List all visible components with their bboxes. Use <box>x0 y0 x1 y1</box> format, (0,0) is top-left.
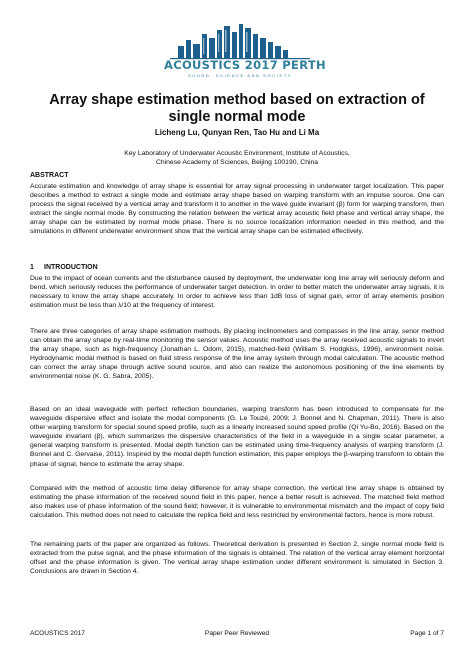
paper-affiliation <box>30 149 444 167</box>
footer-page-number: Page 1 of 7 <box>410 630 444 637</box>
abstract-heading: ABSTRACT <box>30 172 69 179</box>
intro-paragraph-2: There are three categories of array shape estimation methods. By placing inclinometers and compasses in the line array, senor method can obtain the array shape by real-time monitoring the sensor values. Acoustic method uses the array received acoustic signals to invert the array shape, such as high-frequency (Jonathan L. Odom, 2015), matched-field (William S. Hodgkiss, 1996), environment noise. Hydrodynamic modal method is based on fluid stress response of the line array system through modal calculation. The acoustic method can correct the array shape through active sound source, and also can realize the autonomous positioning of the line elements by environmental noise (K. G. Sabra, 2005). <box>30 328 444 381</box>
paper-title: Array shape estimation method based on extraction of single normal mode <box>49 92 425 125</box>
intro-paragraph-4: Compared with the method of acoustic time delay difference for array shape correction, the vertical line array shape is obtained by estimating the phase information of the received sound field in this paper, hence a better result is achieved. The matched field method also makes use of phase information of the sound field; however, it is vulnerable to environmental mismatch and the impact of copy field calculation. This method does not need to calculate the replica field and less restricted by environmental factors, hence is more robust. <box>30 485 444 520</box>
paper-authors: Licheng Lu, Qunyan Ren, Tao Hu and Li Ma <box>154 128 320 137</box>
footer-conference: ACOUSTICS 2017 <box>30 630 85 637</box>
abstract-text: Accurate estimation and knowledge of array shape is essential for array signal processing in underwater target localization. This paper describes a method to extract a single mode and estimate array shape based on warping transform with an impulse source. One can process the signal received by a vertical array and transform it to another in the wave guide invariant (β) form for warping transform, then extract the single normal mode. By constructing the relation between the vertical array acoustic field phase and vertical array shape, the array shape can be estimated by normal mode phase. There is no source localization information needed in this method, and the simulations in different underwater environment show that the vertical array shape can be estimated effectively. <box>30 183 444 236</box>
page-footer <box>30 630 444 640</box>
intro-paragraph-3: Based on an ideal waveguide with perfect reflection boundaries, warping transform has been introduced to compensate for the waveguide dispersive effect and isolate the modal components (G. Le Touzé, 2009; J. Bonnel and N. Chapman, 2011). There is also other warping transform for special sound speed profile, such as a linearly increased sound speed profile (Qi Yu-Bo, 2016). Based on the waveguide invariant (β), which summarizes the dispersive characteristics of the field in a waveguide in a single scalar parameter, a general warping transform is presented. Modal depth function can be estimated using time-frequency analysis of warping transform (J. Bonnel and C. Gervaise, 2011). Inspired by the modal depth function estimation, this paper employs the β-warping transform to obtain the phase of signal, hence to estimate the array shape. <box>30 406 444 468</box>
logo-text: ACOUSTICS 2017 PERTH <box>164 58 326 72</box>
logo-tagline: SOUND, SCIENCE AND SOCIETY <box>187 73 293 78</box>
footer-review-status: Paper Peer Reviewed <box>204 630 270 637</box>
perth-skyline-icon <box>160 22 320 62</box>
section-title: INTRODUCTION <box>44 264 98 271</box>
intro-paragraph-1: Due to the impact of ocean currents and the disturbance caused by deployment, the underwater long line array will seriously deform and bend, which seriously reduces the performance of underwater target detection. In order to better match the underwater array signals, it is necessary to know the array shape accurately. In order to achieve less than 1dB loss of signal gain, error of array elements position estimation must be less than λ/10 at the frequency of interest. <box>30 275 444 310</box>
section-number: 1 <box>30 264 34 271</box>
conference-logo <box>160 22 326 84</box>
affiliation-line-1: Key Laboratory of Underwater Acoustic Environment, Institute of Acoustics, <box>124 150 350 157</box>
affiliation-line-2: Chinese Academy of Sciences, Beijing 100190, China <box>155 159 319 166</box>
introduction-heading <box>30 264 98 271</box>
intro-paragraph-5: The remaining parts of the paper are organized as follows. Theoretical derivation is presented in Section 2, single normal mode field is extracted from the pulse signal, and the phase information of the signals is obtained. The relation of the vertical array element horizontal offset and the phase information is given. The vertical array shape estimation under different environment is simulated in Section 3. Conclusions are drawn in Section 4. <box>30 541 444 576</box>
